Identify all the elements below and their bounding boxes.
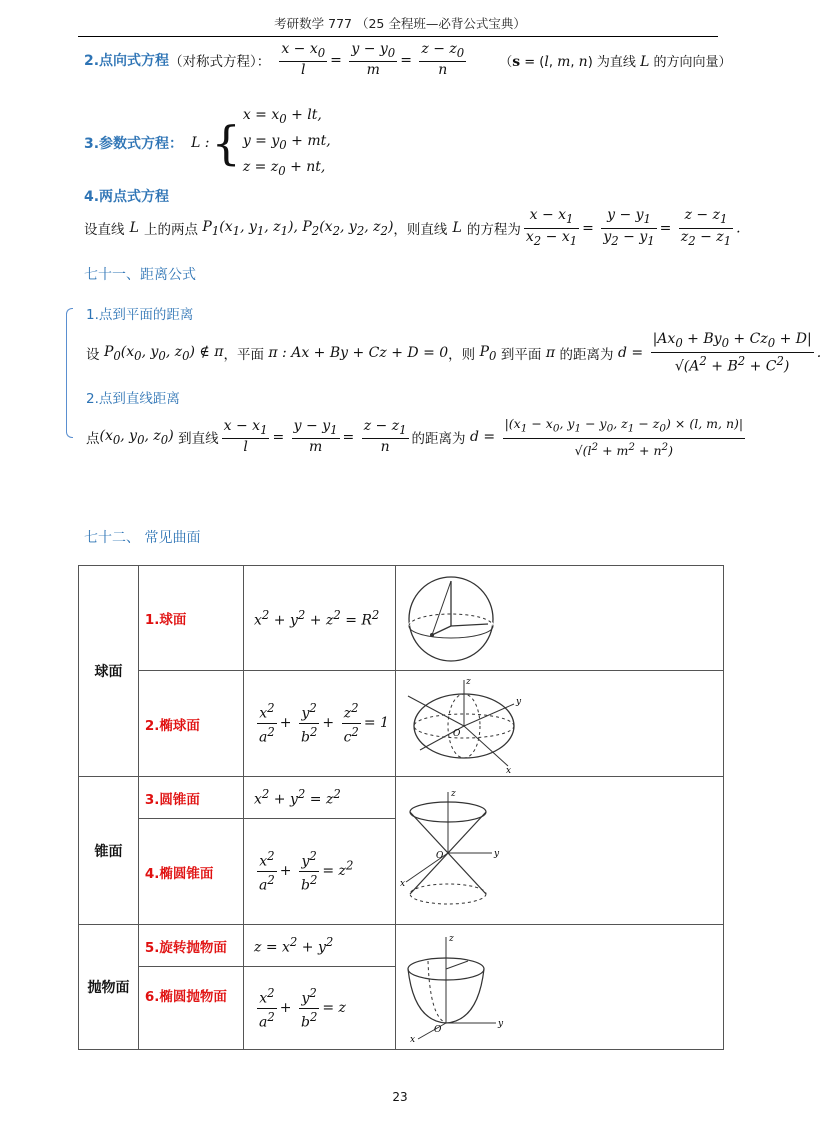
ellipsoid-formula: $\frac{x^2}{a^2}$ + $\frac{y^2}{b^2}$ + $\frac{z^2}{c^2}$ = 1 [244,671,396,777]
section-brace [66,308,73,438]
page-number: 23 [392,1090,408,1104]
table-row [79,566,724,671]
axis-y: y [515,696,521,707]
paraboloid-figure [396,931,516,1043]
point-plane-formula: 设 $P_0(x_0$, $y_0$, $z_0$) ∉ π ，平面 π : Ax + By + Cz + D = 0 ，则 $P_0$ 到平面 π 的距离为 d = $\frac{|Ax_0 + By_0 + Cz_0 + D|}{√(A^2 + B^2 + C^2)}$ . [86,330,821,375]
elliptic-paraboloid-formula: $\frac{x^2}{a^2}$ + $\frac{y^2}{b^2}$ = z [244,967,396,1050]
sphere-formula: $x^2 + y^2 + z^2 = R^2$ [244,566,396,671]
ellipsoid-figure-cell [395,671,723,777]
parametric-system: $x = x_0$ + lt, $y = y_0$ + mt, $z = z_0$ + nt, [242,107,331,178]
two-point-equation: 设直线 L 上的两点 $P_1(x_1$, $y_1$, $z_1$), $P_2(x_2$, $y_2$, $z_2$) ，则直线 L 的方程为 $\frac{x - x_1}{x_2 - x_1}$ = $\frac{y - y_1}{y_2 - y_1}$ = $\frac{z - z_1}{z_2 - z_1}$ . [84,206,741,248]
svg-text:O: O [435,850,444,861]
paraboloid-figure-cell [395,925,723,1050]
point-plane-label: 1.点到平面的距离 [86,307,194,323]
row-label: 1.球面 [138,566,243,671]
parametric-equation: 3.参数式方程： L : { $x = x_0$ + lt, $y = y_0$ + mt, $z = z_0$ + nt, [84,108,331,178]
axis-x: x [505,765,511,776]
svg-text:z: z [450,788,456,799]
point-direction-paren: （对称式方程）： [169,54,271,70]
axis-origin: O [452,728,461,739]
group-paraboloid: 抛物面 [79,925,139,1050]
group-sphere: 球面 [79,566,139,777]
sphere-figure-cell [395,566,723,671]
direction-vector-note: （s = (l, m, n) 为直线 L 的方向向量） [499,53,732,70]
sphere-figure [396,571,506,666]
page-header: 考研数学 777 （25 全程班—必背公式宝典） [274,16,526,31]
row-label: 3.圆锥面 [138,777,243,819]
row-label: 6.椭圆抛物面 [138,967,243,1050]
row-label: 2.椭球面 [138,671,243,777]
point-line-label: 2.点到直线距离 [86,391,180,407]
section-72-title: 七十二、 常见曲面 [84,530,201,546]
svg-text:y: y [493,848,499,859]
svg-text:z: z [448,934,454,944]
svg-text:x: x [409,1035,415,1045]
svg-text:O: O [433,1025,442,1035]
symmetric-formula: $\frac{x - x_0}{l}$ = $\frac{y - y_0}{m}$ = $\frac{z - z_0}{n}$ [281,40,465,79]
table-row [79,671,724,777]
paraboloid-formula: $z = x^2 + y^2$ [244,925,396,967]
point-line-formula: 点 ($x_0$, $y_0$, $z_0$) 到直线 $\frac{x - x_1}{l}$ = $\frac{y - y_1}{m}$ = $\frac{z - z_1}{n}$ 的距离为 d = $\frac{|(x_1 - x_0, y_1 - y_0, z_1 - z_0) \times (l, m, n)|}{√(l^2 + m^2 + n^2)}$ [86,416,744,458]
row-label: 4.椭圆锥面 [138,819,243,925]
point-direction-equation [84,40,732,80]
axis-z: z [465,676,471,687]
section-71-title: 七十一、距离公式 [84,267,196,283]
point-direction-label: 2.点向式方程 [84,53,170,69]
svg-text:x: x [399,878,405,889]
cone-formula: $x^2 + y^2 = z^2$ [244,777,396,819]
ellipsoid-figure [396,674,536,774]
table-row [79,925,724,967]
header-rule [78,36,718,37]
elliptic-cone-formula: $\frac{x^2}{a^2}$ + $\frac{y^2}{b^2}$ = $z^2$ [244,819,396,925]
svg-text:y: y [497,1019,503,1029]
surfaces-table [78,565,724,1050]
cone-figure-cell [395,777,723,925]
table-row [79,777,724,819]
two-point-label: 4.两点式方程 [84,189,170,205]
cone-figure [396,786,516,916]
parametric-label: 3.参数式方程： [84,136,184,152]
group-cone: 锥面 [79,777,139,925]
row-label: 5.旋转抛物面 [138,925,243,967]
